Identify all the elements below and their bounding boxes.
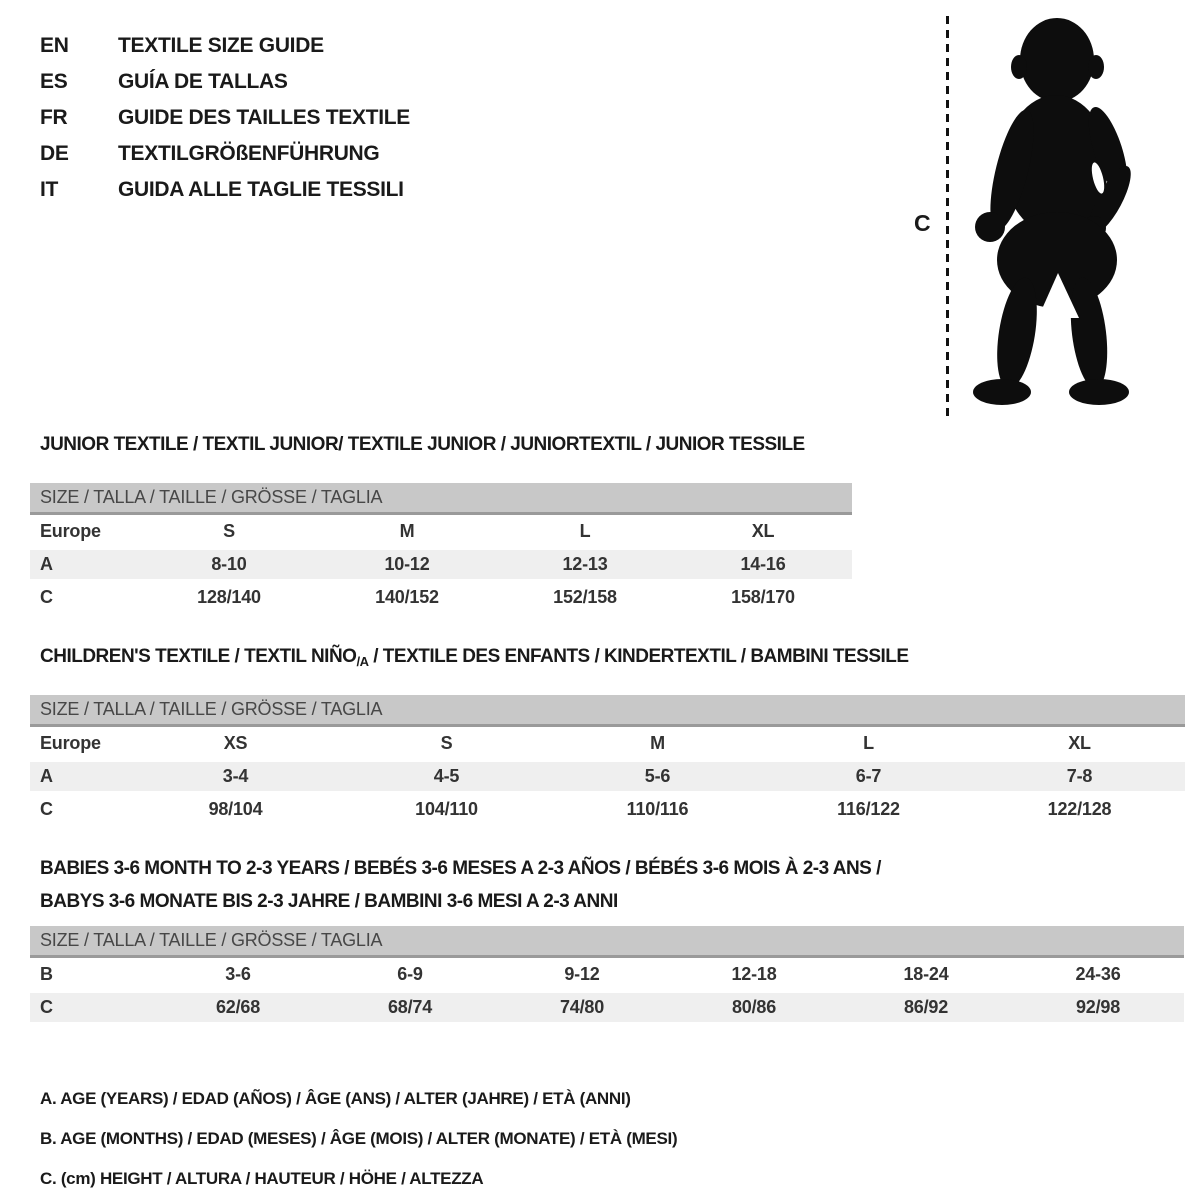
table-row-age: [30, 548, 852, 581]
table-cell: 104/110: [415, 799, 478, 819]
table-cell: S: [440, 733, 453, 753]
table-cell: 5-6: [644, 766, 671, 786]
row-label: C: [40, 997, 53, 1017]
row-label: A: [40, 766, 53, 786]
lang-row-en: [40, 28, 410, 64]
section-heading-children: [40, 646, 909, 669]
height-measure-dashed-line: [946, 16, 949, 416]
table-cell: 140/152: [375, 587, 439, 607]
size-table-children: [30, 695, 1185, 826]
table-row-age: [30, 760, 1185, 793]
lang-row-it: [40, 172, 410, 208]
table-cell: 122/128: [1047, 799, 1112, 819]
size-table-babies: [30, 926, 1184, 1024]
table-header: SIZE / TALLA / TAILLE / GRÖSSE / TAGLIA: [30, 483, 852, 515]
table-cell: 158/170: [731, 587, 795, 607]
lang-row-fr: [40, 100, 410, 136]
table-cell: 14-16: [740, 554, 786, 574]
table-row-height: [30, 581, 852, 614]
row-label: B: [40, 964, 53, 984]
table-cell: 9-12: [564, 964, 600, 984]
table-cell: 3-4: [222, 766, 249, 786]
footnote-c: C. (cm) HEIGHT / ALTURA / HAUTEUR / HÖHE / ALTEZZA: [40, 1169, 484, 1188]
heading-subscript: /A: [356, 654, 369, 669]
table-cell: 128/140: [197, 587, 261, 607]
table-cell: 116/122: [837, 799, 900, 819]
table-cell: 4-5: [433, 766, 460, 786]
table-cell: 6-7: [855, 766, 882, 786]
table-cell: M: [650, 733, 665, 753]
heading-line-2: BABYS 3-6 MONATE BIS 2-3 JAHRE / BAMBINI 3-6 MESI A 2-3 ANNI: [40, 891, 618, 912]
table-cell: XL: [751, 521, 775, 541]
table-cell: M: [399, 521, 415, 541]
row-label: Europe: [40, 733, 101, 753]
lang-title: GUIDA ALLE TAGLIE TESSILI: [118, 178, 404, 201]
table-cell: 62/68: [215, 997, 261, 1017]
table-cell: 24-36: [1075, 964, 1121, 984]
heading-line-1: BABIES 3-6 MONTH TO 2-3 YEARS / BEBÉS 3-6 MESES A 2-3 AÑOS / BÉBÉS 3-6 MOIS À 2-3 ANS /: [40, 858, 881, 879]
table-cell: 68/74: [387, 997, 433, 1017]
heading-text: CHILDREN'S TEXTILE / TEXTIL NIÑO: [40, 646, 357, 667]
table-cell: 7-8: [1066, 766, 1093, 786]
heading-text: / TEXTILE DES ENFANTS / KINDERTEXTIL / BAMBINI TESSILE: [368, 646, 909, 667]
table-cell: XL: [1068, 733, 1091, 753]
figure-height-label: C: [914, 210, 931, 236]
table-cell: 74/80: [559, 997, 605, 1017]
lang-code: EN: [40, 34, 69, 57]
lang-title: TEXTILGRÖßENFÜHRUNG: [118, 142, 380, 165]
table-row-height: [30, 793, 1185, 826]
lang-title: GUÍA DE TALLAS: [118, 70, 288, 93]
table-cell: 98/104: [208, 799, 263, 819]
lang-code: DE: [40, 142, 69, 165]
lang-code: FR: [40, 106, 68, 129]
table-cell: 10-12: [384, 554, 430, 574]
table-cell: S: [223, 521, 235, 541]
table-cell: 6-9: [397, 964, 423, 984]
section-heading-junior: JUNIOR TEXTILE / TEXTIL JUNIOR/ TEXTILE JUNIOR / JUNIORTEXTIL / JUNIOR TESSILE: [40, 434, 805, 455]
lang-row-de: [40, 136, 410, 172]
table-cell: 12-18: [731, 964, 777, 984]
footnote-a: A. AGE (YEARS) / EDAD (AÑOS) / ÂGE (ANS) / ALTER (JAHRE) / ETÀ (ANNI): [40, 1089, 631, 1108]
table-row-europe: [30, 515, 852, 548]
table-cell: 110/116: [626, 799, 689, 819]
row-label: A: [40, 554, 53, 574]
lang-code: ES: [40, 70, 68, 93]
table-cell: XS: [223, 733, 248, 753]
table-cell: 152/158: [553, 587, 617, 607]
toddler-silhouette-icon: [960, 15, 1140, 420]
table-row-months: [30, 958, 1184, 991]
table-row-height: [30, 991, 1184, 1024]
table-header: SIZE / TALLA / TAILLE / GRÖSSE / TAGLIA: [30, 926, 1184, 958]
footnote-b: B. AGE (MONTHS) / EDAD (MESES) / ÂGE (MOIS) / ALTER (MONATE) / ETÀ (MESI): [40, 1129, 678, 1148]
table-cell: L: [579, 521, 591, 541]
table-cell: 8-10: [211, 554, 247, 574]
table-cell: 3-6: [225, 964, 251, 984]
size-table-junior: [30, 483, 852, 614]
lang-title: GUIDE DES TAILLES TEXTILE: [118, 106, 410, 129]
row-label: Europe: [40, 521, 101, 541]
table-cell: 86/92: [903, 997, 949, 1017]
lang-code: IT: [40, 178, 59, 201]
table-cell: 12-13: [562, 554, 608, 574]
language-list: [40, 28, 410, 208]
row-label: C: [40, 799, 53, 819]
table-header: SIZE / TALLA / TAILLE / GRÖSSE / TAGLIA: [30, 695, 1185, 727]
table-cell: 80/86: [731, 997, 777, 1017]
table-cell: L: [863, 733, 874, 753]
section-heading-babies: [40, 852, 881, 918]
lang-title: TEXTILE SIZE GUIDE: [118, 34, 324, 57]
table-cell: 92/98: [1075, 997, 1121, 1017]
footnotes: [40, 1079, 677, 1199]
lang-row-es: [40, 64, 410, 100]
table-cell: 18-24: [903, 964, 949, 984]
table-row-europe: [30, 727, 1185, 760]
row-label: C: [40, 587, 53, 607]
